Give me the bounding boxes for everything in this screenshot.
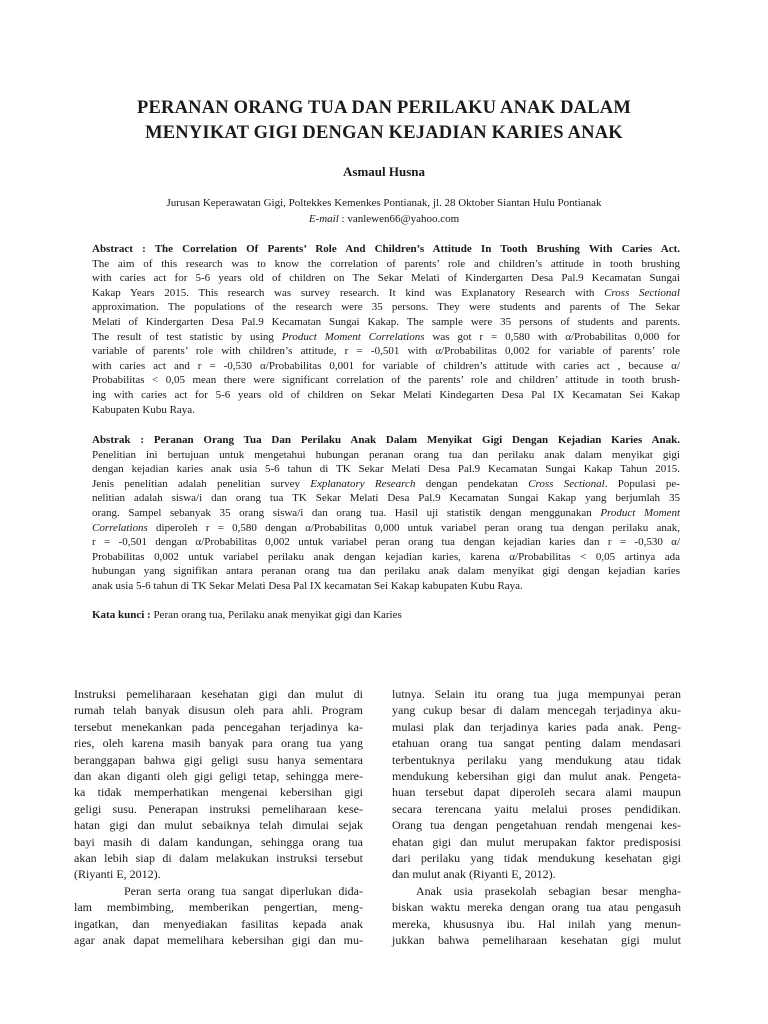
body-line: rumah telah banyak disusun oleh para ahli. Program — [74, 703, 363, 718]
keywords-label: Kata kunci : — [92, 609, 151, 621]
email-label: E-mail — [308, 213, 339, 225]
abstract-en-line: The aim of this research was to know the correlation of parents’ role and children’s attitude in tooth brushing — [92, 257, 680, 270]
body-line: terbentuknya perilaku yang mendukung atau tidak — [392, 752, 681, 767]
body-line: dari perilaku yang tidak mendukung kesehatan gigi — [392, 851, 681, 866]
keywords — [92, 608, 680, 623]
body-line: biskan waktu mereka dengan orang tua atau pengasuh — [392, 900, 681, 915]
body-line: etahuan orang tua sangat penting dalam mendasari — [392, 736, 681, 751]
abstract-en-line: with caries act for 5-6 years old of children on The Sekar Melati of Kindergarten Desa Pal.9 Kecamatan Sungai — [92, 272, 680, 285]
author-name: Asmaul Husna — [343, 164, 425, 179]
body-line: agar anak dapat memelihara kebersihan gigi dan mu- — [74, 933, 363, 948]
body-line: ingatkan, dan menyediakan fasilitas kepada anak — [74, 916, 363, 931]
body-line: Peran serta orang tua sangat diperlukan dida- — [124, 883, 363, 898]
abstract-id-line: Penelitian ini bertujuan untuk mengetahui hubungan peranan orang tua dan perilaku anak dalam menyikat gigi — [92, 448, 680, 461]
body-line: Instruksi pemeliharaan kesehatan gigi dan mulut di — [74, 687, 363, 701]
abstract-id-line: nelitian adalah siswa/i dan orang tua TK Sekar Melati Desa Pal.9 Kecamatan Sungai Kakap yang berjumlah 35 — [92, 492, 680, 505]
body-line: secara terencana yaitu melalui proses pendidikan. — [392, 801, 681, 816]
abstract-id-line: hubungan yang signifikan antara peranan orang tua dan perilaku anak dalam menyikat gigi dengan kejadian karies — [92, 565, 680, 578]
abstract-id-line: dengan kejadian karies anak usia 5-6 tahun di TK Sekar Melati Desa Pal.9 Kecamatan Sungai Kakap Tahun 2015. — [92, 463, 680, 476]
abstract-id-line: orang. Sampel sebanyak 35 orang siswa/i dan orang tua. Hasil uji statistik dengan menggunakan Product Moment — [92, 506, 681, 519]
body-line: mereka, khususnya ibu. Hal inilah yang menun- — [392, 916, 681, 931]
body-line: mendukung kebersihan gigi dan mulut anak. Pengeta- — [392, 769, 681, 784]
abstract-id-line: r = -0,501 dengan α/Probabilitas 0,002 untuk variabel peran orang tua dengan kejadian karies dan r = -0,530 α/ — [92, 536, 680, 549]
body-column-right — [392, 686, 681, 949]
paper-title — [60, 96, 708, 146]
body-column-left — [74, 686, 363, 949]
body-line: ries, oleh karena masih banyak para orang tua yang — [74, 736, 363, 751]
body-line: dan mulut anak (Riyanti E, 2012). — [392, 867, 556, 882]
abstract-en-heading: Abstract : The Correlation Of Parents’ Role And Children’s Attitude In Tooth Brushing With Caries Act. — [92, 243, 680, 255]
body-line: ka tidak memperhatikan mengenai kebersihan gigi — [74, 785, 363, 800]
abstract-en-line: Kabupaten Kubu Raya. — [92, 403, 195, 416]
body-line: geligi susu. Penerapan instruksi pemeliharaan kese- — [74, 801, 363, 816]
abstract-en-line: The result of test statistic by using Product Moment Correlations was got r = 0,580 with α/Probabilitas 0,000 for — [92, 330, 680, 343]
abstract-id-heading: Abstrak : Peranan Orang Tua Dan Perilaku Anak Dalam Menyikat Gigi Dengan Kejadian Karies Anak. — [92, 434, 680, 446]
body-line: bayi masih di dalam kandungan, sehingga orang tua — [74, 834, 363, 849]
body-line: Anak usia prasekolah sebagian besar mengha- — [416, 883, 681, 898]
abstract-en-line: Kakap Years 2015. This research was survey research. It kind was Explanatory Research with Cross Sectional — [92, 286, 680, 299]
body-line: tersebut menekankan pada pencegahan terjadinya ka- — [74, 719, 363, 734]
affiliation-address: Jurusan Keperawatan Gigi, Poltekkes Kemenkes Pontianak, jl. 28 Oktober Siantan Hulu Pontianak — [166, 197, 602, 209]
body-line: (Riyanti E, 2012). — [74, 867, 161, 882]
abstract-en-line: ing with caries act for 5-6 years old of children on Sekar Melati Kindegarten Desa Pal IX Kecamatan Sei Kakap — [92, 388, 680, 401]
body-line: ehatan gigi dan mulut merupakan faktor predisposisi — [392, 834, 681, 849]
body-line: Orang tua dengan pengetahuan rendah mengenai kes- — [392, 818, 681, 833]
body-line: dan akan diganti oleh gigi geligi tetap, sehingga mere- — [74, 769, 363, 784]
abstract-en-line: Melati of Kindergarten Desa Pal.9 Kecamatan Sungai Kakap. The sample were 35 persons of students and parents. — [92, 315, 680, 328]
body-line: lutnya. Selain itu orang tua juga mempunyai peran — [392, 687, 681, 701]
abstract-en-line: variable of parents’ role with children’s attitude, r = -0,501 with α/Probabilitas 0,002 for variable of parents’ role — [92, 345, 680, 358]
abstract-id-line: Correlations diperoleh r = 0,580 dengan α/Probabilitas 0,000 untuk variabel peran orang tua dengan perilaku anak, — [92, 521, 680, 534]
body-line: beranggapan bahwa gigi geligi susu hanya sementara — [74, 752, 363, 767]
body-line: akan lebih siap di dalam melakukan instruksi tersebut — [74, 851, 363, 866]
abstract-id-line: Jenis penelitian adalah penelitian survey Explanatory Research dengan pendekatan Cross Sectional. Populasi pe- — [92, 477, 680, 490]
abstract-en-line: Probabilitas < 0,05 mean there were significant correlation of the parents’ role and children’ attitude in tooth brush- — [92, 374, 680, 387]
body-line: mulasi plak dan terjadinya karies pada anak. Peng- — [392, 719, 681, 734]
body-line: hatan gigi dan mulut sebaiknya telah dimulai sejak — [74, 818, 363, 833]
abstract-en-line: with caries act and r = -0,530 α/Probabilitas 0,001 for variable of children’s attitude with caries act , because α/ — [92, 359, 680, 372]
abstract-indonesian — [92, 433, 680, 594]
title-line-2: MENYIKAT GIGI DENGAN KEJADIAN KARIES ANAK — [145, 123, 623, 143]
affiliation-email — [0, 211, 768, 227]
abstract-en-line: approximation. The populations of the research were 35 persons. They were students and parents of The Sekar — [92, 301, 680, 314]
abstract-id-line: Probabilitas 0,002 untuk variabel perilaku anak dengan kejadian karies, karena α/Probabilitas < 0,05 artinya ada — [92, 550, 680, 563]
abstract-id-line: anak usia 5-6 tahun di TK Sekar Melati Desa Pal IX kecamatan Sei Kakap kabupaten Kubu Raya. — [92, 579, 523, 592]
body-line: yang cukup besar di dalam mencegah terjadinya aku- — [392, 703, 681, 718]
body-line: jukkan bahwa pemeliharaan kesehatan gigi mulut — [392, 933, 681, 948]
affiliation — [0, 195, 768, 227]
keywords-value: Peran orang tua, Perilaku anak menyikat gigi dan Karies — [150, 609, 402, 621]
email-value: : vanlewen66@yahoo.com — [338, 213, 460, 225]
body-line: lam membimbing, memberikan pengertian, meng- — [74, 900, 363, 915]
abstract-english — [92, 242, 680, 417]
body-line: huan tersebut dapat diperoleh secara alami maupun — [392, 785, 681, 800]
title-line-1: PERANAN ORANG TUA DAN PERILAKU ANAK DALAM — [136, 98, 631, 118]
